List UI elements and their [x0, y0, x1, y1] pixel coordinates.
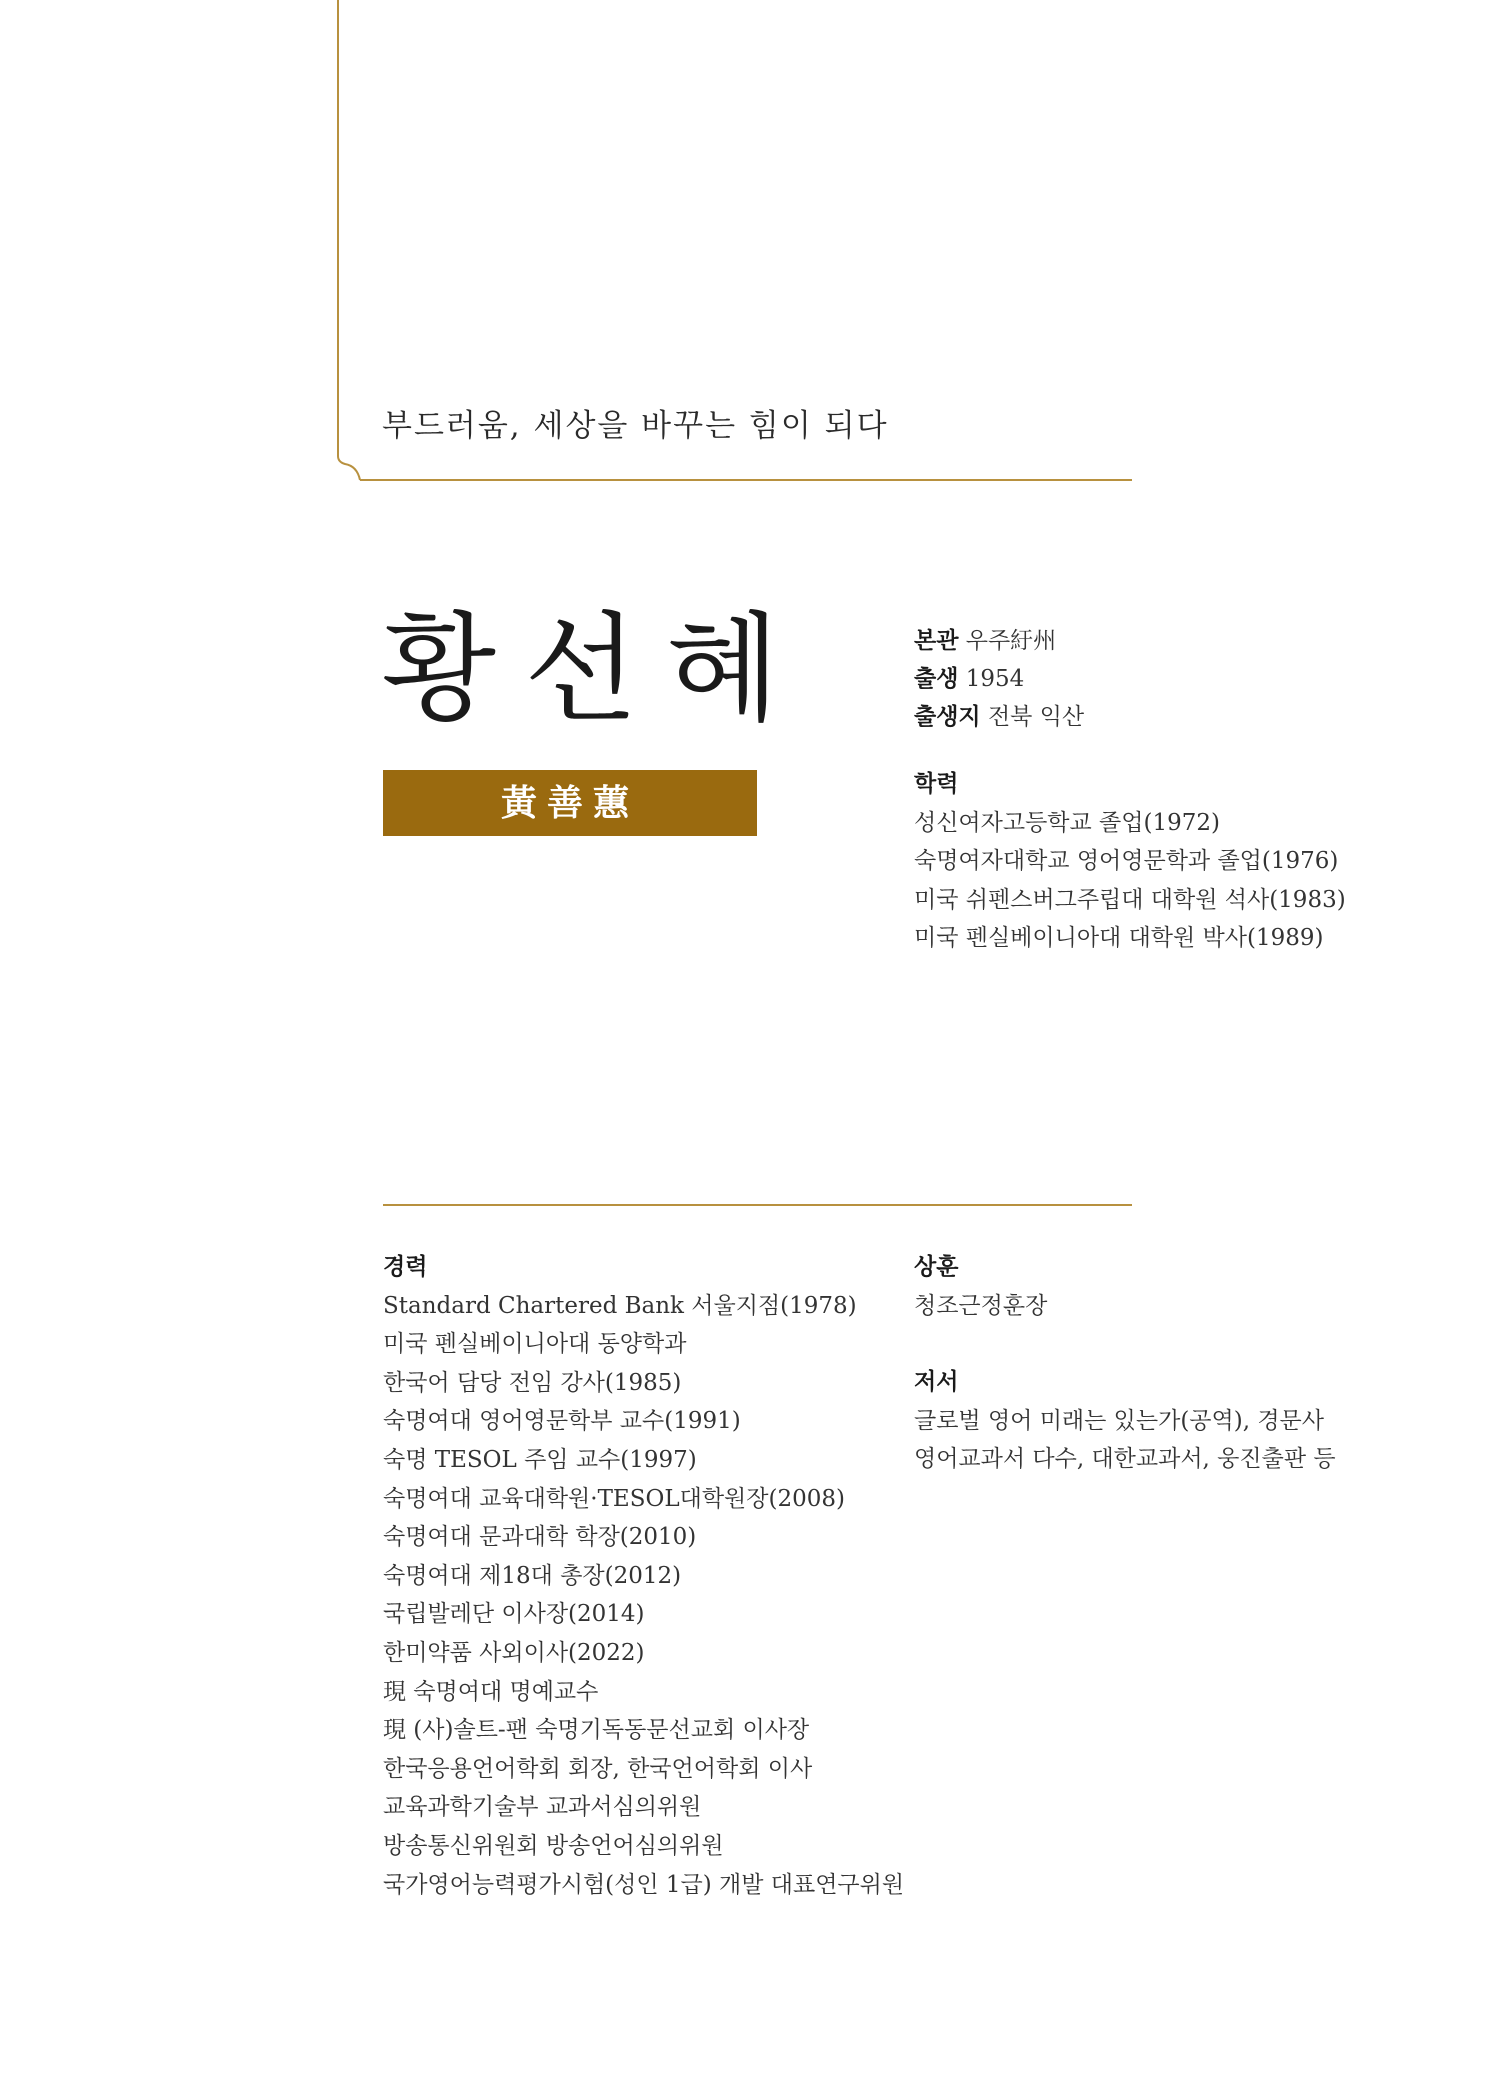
- works-heading: 저서: [914, 1368, 959, 1396]
- career-section: [383, 1248, 904, 1904]
- info-birthplace: [914, 698, 1084, 736]
- info-label: 출생: [914, 665, 959, 692]
- career-item: 숙명여대 문과대학 학장(2010): [383, 1524, 697, 1551]
- career-item: 숙명여대 교육대학원·TESOL대학원장(2008): [383, 1485, 845, 1512]
- info-label: 본관: [914, 627, 959, 654]
- career-item: 現 (사)솔트-팬 숙명기독동문선교회 이사장: [383, 1717, 810, 1744]
- education-item: 숙명여자대학교 영어영문학과 졸업(1976): [914, 848, 1339, 874]
- info-origin: [914, 622, 1084, 660]
- career-item: 한미약품 사외이사(2022): [383, 1639, 645, 1666]
- personal-info: [914, 622, 1084, 736]
- frame-vertical-rule: [337, 0, 339, 456]
- work-item: 글로벌 영어 미래는 있는가(공역), 경문사: [914, 1407, 1324, 1434]
- career-item: 現 숙명여대 명예교수: [383, 1678, 599, 1705]
- career-item: Standard Chartered Bank 서울지점(1978): [383, 1292, 857, 1319]
- career-item: 숙명 TESOL 주임 교수(1997): [383, 1446, 697, 1473]
- info-birth: [914, 660, 1084, 698]
- career-item: 숙명여대 영어영문학부 교수(1991): [383, 1408, 741, 1435]
- awards-heading: 상훈: [914, 1253, 959, 1280]
- career-item: 방송통신위원회 방송언어심의위원: [383, 1832, 724, 1859]
- award-item: 청조근정훈장: [914, 1292, 1048, 1319]
- education-item: 성신여자고등학교 졸업(1972): [914, 809, 1220, 836]
- info-value: 전북 익산: [987, 704, 1085, 730]
- info-value: 1954: [965, 666, 1025, 692]
- education-item: 미국 쉬펜스버그주립대 대학원 석사(1983): [914, 886, 1346, 913]
- career-heading: 경력: [383, 1253, 428, 1280]
- career-item: 교육과학기술부 교과서심의위원: [383, 1794, 702, 1821]
- education-item: 미국 펜실베이니아대 대학원 박사(1989): [914, 925, 1324, 951]
- spacer: [914, 1325, 1336, 1363]
- frame-horizontal-rule: [360, 479, 1132, 481]
- career-item: 미국 펜실베이니아대 동양학과: [383, 1331, 687, 1358]
- career-item: 한국응용언어학회 회장, 한국언어학회 이사: [383, 1755, 813, 1782]
- section-divider: [383, 1204, 1132, 1206]
- education-section: [914, 765, 1346, 958]
- education-heading: 학력: [914, 770, 959, 797]
- info-value: 우주紆州: [965, 628, 1057, 654]
- work-item: 영어교과서 다수, 대한교과서, 웅진출판 등: [914, 1446, 1336, 1473]
- person-name: 황선혜: [382, 600, 808, 738]
- career-item: 국립발레단 이사장(2014): [383, 1601, 645, 1628]
- career-item: 국가영어능력평가시험(성인 1급) 개발 대표연구위원: [383, 1871, 905, 1898]
- awards-and-works: [914, 1248, 1336, 1479]
- career-item: 숙명여대 제18대 총장(2012): [383, 1562, 682, 1589]
- career-item: 한국어 담당 전임 강사(1985): [383, 1369, 682, 1396]
- page-subtitle: 부드러움, 세상을 바꾸는 힘이 되다: [382, 408, 889, 444]
- info-label: 출생지: [914, 703, 981, 730]
- name-hanja-badge: 黃善蕙: [383, 770, 757, 836]
